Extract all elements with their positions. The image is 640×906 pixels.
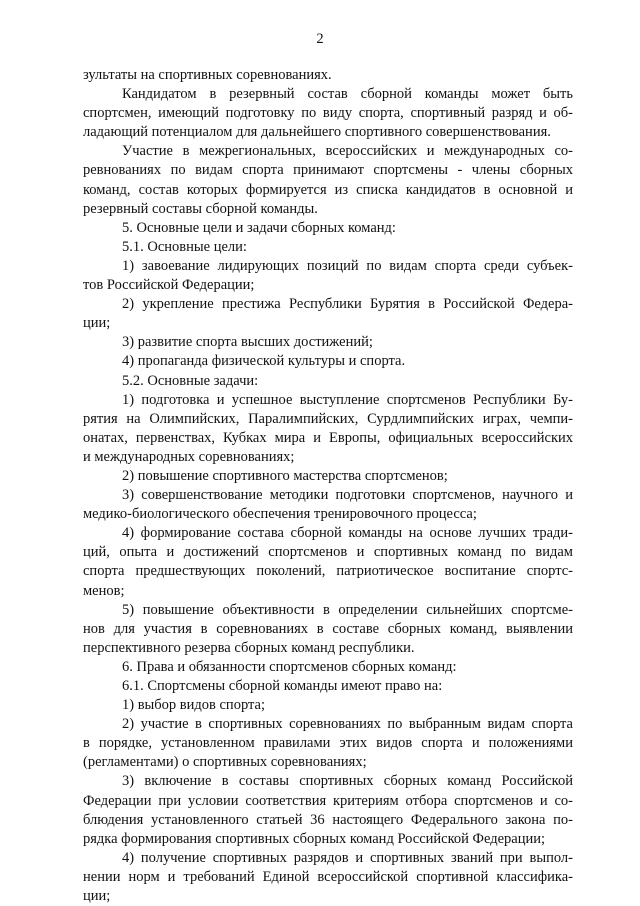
text-line: менов; (83, 582, 125, 599)
text-line: 4) получение спортивных разрядов и спортивных званий при выпол- (122, 849, 573, 866)
text-line: (регламентами) о спортивных соревнованиях; (83, 754, 367, 771)
text-line: 2) повышение спортивного мастерства спортсменов; (122, 467, 448, 484)
text-line: перспективного резерва сборных команд республики. (83, 639, 415, 656)
text-line: 3) развитие спорта высших достижений; (122, 334, 373, 351)
text-line: 3) совершенствование методики подготовки спортсменов, научного и (122, 487, 573, 504)
text-line: зультаты на спортивных соревнованиях. (83, 67, 332, 83)
text-line: медико-биологического обеспечения тренировочного процесса; (83, 506, 477, 523)
text-line: ций, опыта и достижений спортсменов и спортивных команд по видам (83, 544, 573, 561)
text-line: 1) выбор видов спорта; (122, 697, 265, 714)
text-line: ревнованиях по видам спорта принимают спортсмены - члены сборных (83, 162, 573, 179)
text-line: 2) участие в спортивных соревнованиях по выбранным видам спорта (122, 716, 573, 733)
text-line: нов для участия в соревнованиях в составе сборных команд, выявлении (83, 620, 573, 637)
text-line: Кандидатом в резервный состав сборной команды может быть (122, 86, 573, 103)
text-line: Федерации при условии соответствия критериям отбора спортсменов и со- (83, 792, 573, 809)
text-line: 5) повышение объективности в определении сильнейших спортсме- (122, 601, 573, 618)
text-line: и международных соревнованиях; (83, 448, 295, 465)
text-line: рядка формирования спортивных сборных команд Российской Федерации; (83, 830, 546, 847)
text-line: 1) подготовка и успешное выступление спортсменов Республики Бу- (122, 391, 573, 408)
text-line: 4) пропаганда физической культуры и спорта. (122, 353, 406, 370)
text-line: 1) завоевание лидирующих позиций по видам спорта среди субъек- (122, 257, 573, 274)
text-line: команд, состав которых формируется из списка кандидатов в основной и (83, 181, 573, 198)
text-line: ладающий потенциалом для дальнейшего спортивного совершенствования. (83, 124, 551, 141)
text-line: тов Российской Федерации; (83, 277, 255, 294)
text-line: 3) включение в составы спортивных сборных команд Российской (122, 773, 573, 790)
text-line: ции; (83, 888, 111, 905)
document-body (83, 66, 573, 906)
text-line: спортсмен, имеющий подготовку по виду спорта, спортивный разряд и об- (83, 105, 573, 122)
text-line: резервный составы сборной команды. (83, 200, 318, 217)
page-number: 2 (316, 31, 324, 47)
text-line: Участие в межрегиональных, всероссийских и международных со- (122, 143, 573, 160)
text-line: онатах, первенствах, Кубках мира и Европы, официальных всероссийских (83, 429, 573, 446)
text-line: 5. Основные цели и задачи сборных команд: (122, 219, 396, 236)
text-line: блюдения установленного статьей 36 настоящего Федерального закона по- (83, 811, 573, 828)
text-line: нении норм и требований Единой всероссийской спортивной классифика- (83, 868, 573, 885)
text-line: в порядке, установленном правилами этих видов спорта и положениями (83, 735, 573, 752)
text-line: 5.2. Основные задачи: (122, 372, 259, 389)
text-line: 6.1. Спортсмены сборной команды имеют право на: (122, 678, 443, 694)
text-line: 5.1. Основные цели: (122, 238, 247, 255)
text-line: спорта предшествующих поколений, патриотическое воспитание спортс- (83, 563, 573, 580)
text-line: 2) укрепление престижа Республики Бурятия в Российской Федера- (122, 296, 573, 313)
text-line: 4) формирование состава сборной команды на основе лучших тради- (122, 525, 573, 542)
text-line: рятия на Олимпийских, Паралимпийских, Сурдлимпийских играх, чемпи- (83, 410, 573, 427)
text-line: ции; (83, 315, 111, 332)
text-line: 6. Права и обязанности спортсменов сборных команд: (122, 658, 457, 675)
